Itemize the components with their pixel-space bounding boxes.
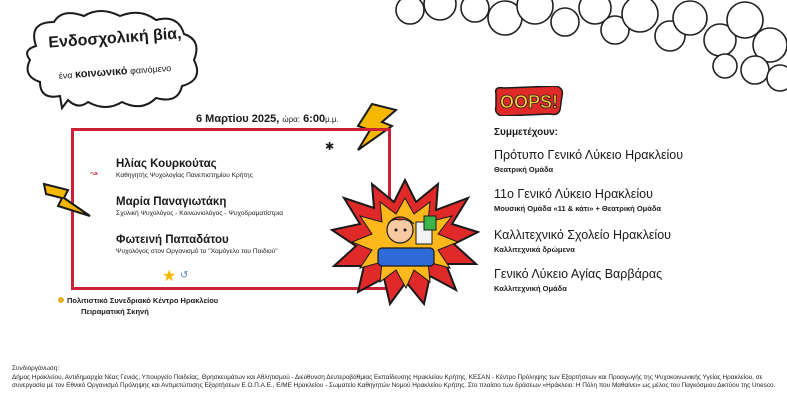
venue-line-1	[58, 295, 218, 306]
school-name: Πρότυπο Γενικό Λύκειο Ηρακλείου	[494, 148, 684, 162]
speaker-name: Φωτεινή Παπαδάτου	[116, 234, 229, 246]
speech-bubble	[18, 8, 204, 112]
smoke-clouds-decoration	[380, 0, 787, 105]
school-group: Θεατρική Ομάδα	[494, 165, 554, 174]
venue-dot-icon	[58, 297, 64, 303]
arrow-doodle-icon: ↝	[90, 168, 98, 178]
school-3	[494, 228, 671, 254]
footer-label: Συνδιοργάνωση:	[12, 365, 60, 372]
bubble-subtitle-post: φαινόμενο	[129, 63, 172, 76]
speaker-3	[116, 234, 278, 255]
time-label: ώρα:	[282, 115, 300, 124]
speaker-role: Ψυχολόγος στον Οργανισμό το "Χαμόγελο του Παιδιού"	[116, 248, 278, 255]
footer-text: Δήμος Ηρακλείου, Αντιδημαρχία Νέας Γενιάς, Υπουργείο Παιδείας, Θρησκευμάτων και Αθλητισμού - Διεύθυνση Δευτεροβάθμιας Εκπαίδευσης Ηρακλείου Κρήτης, ΚΕΣΑΝ - Κέντρο Πρόληψης των Εξαρτήσεων και Προαγωγής της Ψυχοκοινωνικής Υγείας Ηρακλείου, σε συνεργασία με τον Εθνικό Οργανισμό Πρόληψης και Αντιμετώπισης Εξαρτήσεων Ε.Ο.Π.Α.Ε., Ε/ΜΕ Ηρακλείου - Σωματείο Καθηγητών Νομού Ηρακλείου Κρήτης. Στο πλαίσιο των δράσεων «Ηράκλειο: Η Πόλη που Μαθαίνει» ως μέλος του Παγκόσμιου Δικτύου της Unesco.	[12, 373, 776, 390]
school-name: 11ο Γενικό Λύκειο Ηρακλείου	[494, 187, 653, 201]
school-name: Γενικό Λύκειο Αγίας Βαρβάρας	[494, 267, 663, 281]
lightning-bolt-left-icon	[42, 182, 92, 222]
venue	[58, 295, 218, 317]
school-name: Καλλιτεχνικό Σχολείο Ηρακλείου	[494, 228, 672, 242]
explosion-illustration	[330, 178, 480, 306]
school-group: Καλλιτεχνική Ομάδα	[494, 284, 567, 293]
participants-label: Συμμετέχουν:	[494, 127, 558, 138]
venue-name: Πολιτιστικό Συνεδριακό Κέντρο Ηρακλείου	[67, 296, 219, 305]
swirl-doodle-icon: ↺	[180, 270, 189, 281]
speaker-role: Καθηγητής Ψυχολογίας Πανεπιστημίου Κρήτης	[116, 172, 253, 179]
speaker-name: Ηλίας Κουρκούτας	[116, 158, 217, 170]
oops-logo	[494, 86, 564, 116]
school-group: Μουσική Ομάδα «11 & κάτι» + Θεατρική Ομάδα	[494, 204, 662, 213]
bubble-title: Ενδοσχολική βία,	[47, 25, 183, 52]
star-icon: ★	[162, 268, 177, 285]
bubble-subtitle-bold: κοινωνικό	[74, 65, 128, 81]
school-4	[494, 267, 662, 293]
oops-text: OOPS!	[499, 92, 559, 112]
time-suffix: μ.μ.	[325, 115, 339, 124]
venue-line-2: Πειραματική Σκηνή	[81, 307, 149, 316]
star-doodle-icon: ✱	[325, 141, 335, 153]
footer	[12, 365, 782, 391]
speaker-name: Μαρία Παναγιωτάκη	[116, 196, 227, 208]
date-text: 6 Μαρτίου 2025,	[196, 113, 280, 125]
speaker-1	[116, 158, 253, 179]
time-text: 6:00	[303, 113, 326, 125]
event-date	[196, 113, 339, 125]
bubble-subtitle-pre: ένα	[58, 69, 73, 81]
school-group: Καλλιτεχνικά δρώμενα	[494, 245, 575, 254]
speaker-2	[116, 196, 283, 217]
school-1	[494, 148, 683, 174]
speaker-role: Σχολική Ψυχολόγος - Κοινωνιολόγος - Ψυχοδραματίστρια	[116, 210, 284, 217]
school-2	[494, 187, 661, 213]
